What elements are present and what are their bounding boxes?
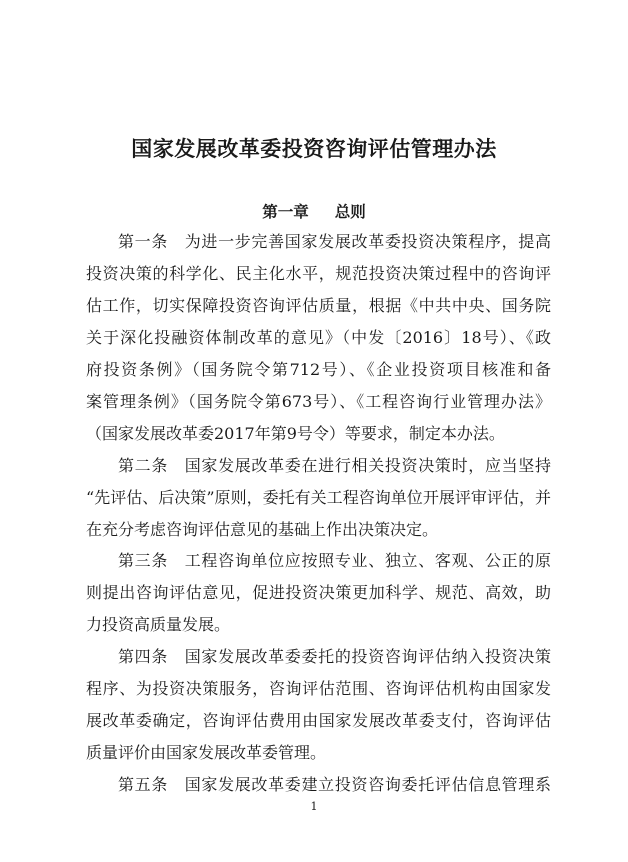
chapter-label: 第一章	[262, 202, 309, 221]
article-4-line-2: 程序、为投资决策服务，咨询评估范围、咨询评估机构由国家发	[86, 679, 551, 698]
article-3-line-1: 第三条 工程咨询单位应按照专业、独立、客观、公正的原	[118, 551, 551, 570]
article-5-line-1: 第五条 国家发展改革委建立投资咨询委托评估信息管理系	[118, 775, 551, 794]
document-title: 国家发展改革委投资咨询评估管理办法	[131, 136, 497, 161]
article-1-line-5: 府投资条例》（国务院令第712号）、《企业投资项目核准和备	[86, 360, 551, 379]
article-4-line-4: 质量评价由国家发展改革委管理。	[86, 743, 327, 762]
article-4-line-3: 展改革委确定，咨询评估费用由国家发展改革委支付，咨询评估	[86, 711, 551, 730]
page-number: 1	[310, 800, 318, 813]
article-1-line-2: 投资决策的科学化、民主化水平，规范投资决策过程中的咨询评	[86, 264, 551, 283]
article-1-line-1: 第一条 为进一步完善国家发展改革委投资决策程序，提高	[118, 232, 551, 251]
article-3-line-2: 则提出咨询评估意见，促进投资决策更加科学、规范、高效，助	[86, 583, 551, 602]
article-2-line-1: 第二条 国家发展改革委在进行相关投资决策时，应当坚持	[118, 456, 551, 475]
article-2-line-2: “先评估、后决策”原则，委托有关工程咨询单位开展评审评估，并	[86, 488, 551, 507]
chapter-name: 总则	[334, 202, 366, 221]
article-1-line-6: 案管理条例》（国务院令第673号）、《工程咨询行业管理办法》	[86, 392, 551, 411]
chapter-heading	[0, 201, 628, 223]
article-4-line-1: 第四条 国家发展改革委委托的投资咨询评估纳入投资决策	[118, 647, 551, 666]
article-1-line-3: 估工作，切实保障投资咨询评估质量，根据《中共中央、国务院	[86, 296, 551, 315]
article-3-line-3: 力投资高质量发展。	[86, 615, 231, 634]
article-2-line-3: 在充分考虑咨询评估意见的基础上作出决策决定。	[86, 520, 439, 539]
article-1-line-4: 关于深化投融资体制改革的意见》（中发〔2016〕18号）、《政	[86, 328, 551, 347]
article-1-line-7: （国家发展改革委2017年第9号令）等要求，制定本办法。	[86, 424, 505, 443]
